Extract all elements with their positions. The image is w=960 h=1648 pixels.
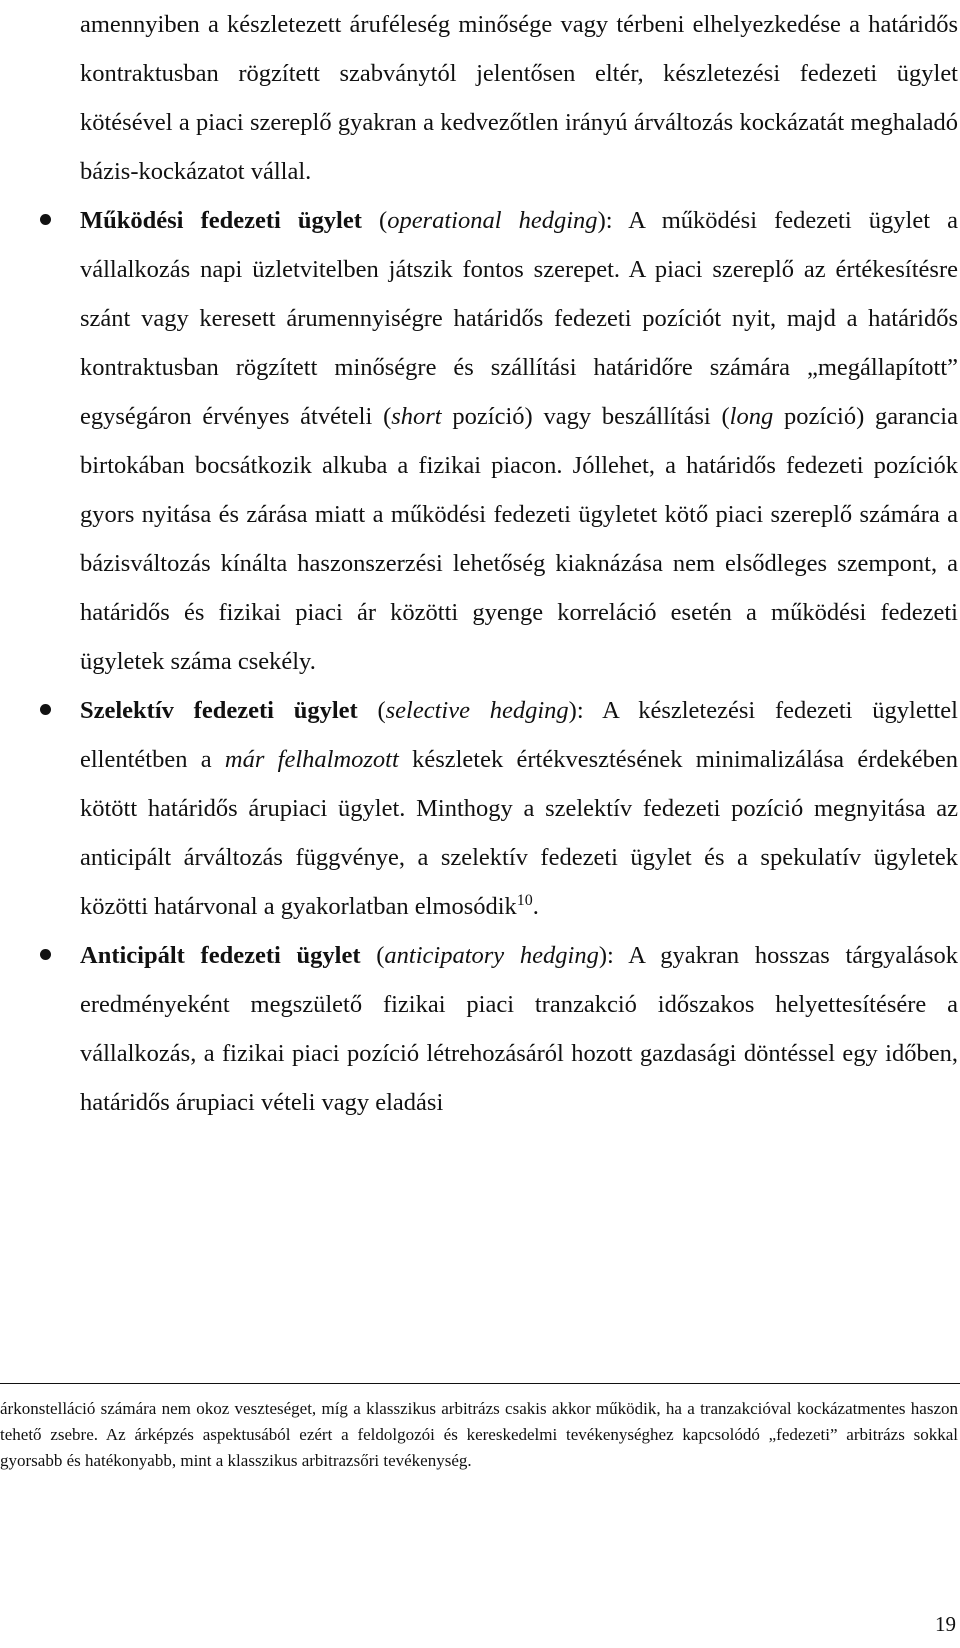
list-item-anticipatory-hedging: Anticipált fedezeti ügylet (anticipatory hedging): A gyakran hosszas tárgyalások eredményeként megszülető fizikai piaci tranzakció időszakos helyettesítésére a vállalkozás, a fizikai piaci pozíció létrehozásáról hozott gazdasági döntéssel egy időben, határidős árupiaci vételi vagy eladási xyxy=(80,931,958,1127)
footnote-divider xyxy=(0,1383,960,1384)
term-heading: Anticipált fedezeti ügylet xyxy=(80,942,361,969)
term-heading: Szelektív fedezeti ügylet xyxy=(80,697,358,724)
item-text: A gyakran hosszas tárgyalások eredményeként megszülető fizikai piaci tranzakció időszakos helyettesítésére a vállalkozás, a fizikai piaci pozíció létrehozásáról hozott gazdasági döntéssel egy időben, határidős árupiaci vételi vagy eladási xyxy=(80,942,958,1116)
list-item-operational-hedging: Működési fedezeti ügylet (operational hedging): A működési fedezeti ügylet a vállalkozás napi üzletvitelben játszik fontos szerepet. A piaci szereplő az értékesítésre szánt vagy keresett árumennyiségre határidős fedezeti pozíciót nyit, majd a határidős kontraktusban rögzített minőségre és szállítási határidőre számára „megállapított” egységáron érvényes átvételi (short pozíció) vagy beszállítási (long pozíció) garancia birtokában bocsátkozik alkuba a fizikai piacon. Jóllehet, a határidős fedezeti pozíciók gyors nyitása és zárása miatt a működési fedezeti ügyletet kötő piaci szereplő számára a bázisváltozás kínálta haszonszerzési lehetőség kiaknázása nem elsődleges szempont, a határidős és fizikai piaci ár közötti gyenge korreláció esetén a működési fedezeti ügyletek száma csekély. xyxy=(80,196,958,686)
body-text xyxy=(80,0,958,1127)
item-text: A készletezési fedezeti ügylettel ellentétben a xyxy=(80,697,958,773)
bullet-icon xyxy=(40,704,51,715)
list-item-selective-hedging: Szelektív fedezeti ügylet (selective hedging): A készletezési fedezeti ügylettel ellentétben a már felhalmozott készletek értékvesztésének minimalizálása érdekében kötött határidős árupiaci ügylet. Minthogy a szelektív fedezeti pozíció megnyitása az anticipált árváltozás függvénye, a szelektív fedezeti ügylet és a spekulatív ügyletek közötti határvonal a gyakorlatban elmosódik$^{10}$. xyxy=(80,686,958,931)
page-number: 19 xyxy=(935,1612,956,1636)
english-term: anticipatory hedging xyxy=(384,942,599,969)
continued-paragraph: amennyiben a készletezett áruféleség minősége vagy térbeni elhelyezkedése a határidős kontraktusban rögzített szabványtól jelentősen eltér, készletezési fedezeti ügylet kötésével a piaci szereplő gyakran a kedvezőtlen irányú árváltozás kockázatát meghaladó bázis-kockázatot vállal. xyxy=(80,11,958,185)
bullet-icon xyxy=(40,949,51,960)
english-term: selective hedging xyxy=(385,697,569,724)
footnote-reference[interactable]: 10 xyxy=(516,892,533,909)
english-term: operational hedging xyxy=(387,207,598,234)
bullet-icon xyxy=(40,214,51,225)
item-text: A működési fedezeti ügylet a vállalkozás napi üzletvitelben játszik fontos szerepet. A piaci szereplő az értékesítésre szánt vagy keresett árumennyiségre határidős fedezeti pozíciót nyit, majd a határidős kontraktusban rögzített minőségre és szállítási határidőre számára „megállapított” egységáron érvényes átvételi ( xyxy=(80,207,958,430)
term-heading: Működési fedezeti ügylet xyxy=(80,207,362,234)
footnote-text: árkonstelláció számára nem okoz veszteséget, míg a klasszikus arbitrázs csakis akkor működik, ha a tranzakcióval kockázatmentes haszon tehető zsebre. Az árképzés aspektusából ezért a feldolgozói és kereskedelmi tevékenységhez kapcsolódó „fedezeti” arbitrázs sokkal gyorsabb és hatékonyabb, mint a klasszikus arbitrazsőri tevékenység. xyxy=(0,1399,958,1470)
